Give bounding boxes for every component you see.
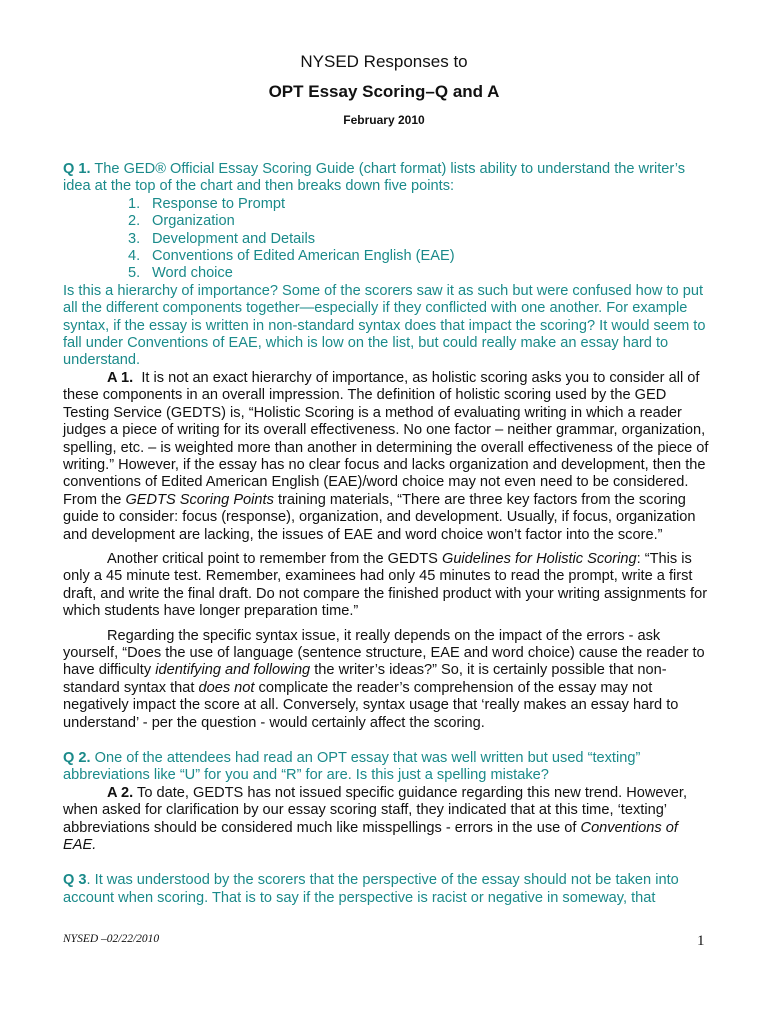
list-item-number: 4. xyxy=(128,248,141,265)
a2-label: A 2. xyxy=(107,784,134,801)
a1-label: A 1. xyxy=(107,369,134,386)
a2-italic: Conventions of EAE. xyxy=(63,819,678,854)
a1-p2-text-b: : “This is only a 45 minute test. Remember, examinees had only 45 minutes to read the prompt, write a first draft, and write the final draft. Do not compare the finished product with your writing assignments for which students have longer preparation time.” xyxy=(63,550,708,620)
a1-p3-italic-2: does not xyxy=(198,679,255,696)
q3-question xyxy=(63,872,713,907)
header-line-1: NYSED Responses to xyxy=(300,52,468,71)
list-item xyxy=(128,213,713,230)
footer-date: NYSED –02/22/2010 xyxy=(63,933,160,945)
list-item-text: Response to Prompt xyxy=(152,195,286,212)
a1-p1-text-b: training materials, “There are three key factors from the scoring guide to consider: focus (response), organization, and development. Usually, if focus, organization and development are lacking, the issues of EAE and word choice won’t factor into the score.” xyxy=(63,491,696,543)
a1-p1-text-a: It is not an exact hierarchy of importance, as holistic scoring asks you to consider all of these components in an overall impression. The definition of holistic scoring used by the GED Testing Service (GEDTS) is, “Holistic Scoring is a method of evaluating writing in which a reader judges a piece of writing for its overall effectiveness. No one factor – neither grammar, organization, spelling, etc. – is weighted more than another in determining the overall effectiveness of the piece of writing.” However, if the essay has no clear focus and lacks organization and development, then the conventions of Edited American English (EAE)/word choice may not even need to be considered. From the xyxy=(63,369,709,508)
list-item-number: 1. xyxy=(128,195,141,212)
list-item xyxy=(128,248,713,265)
a1-p2-italic: Guidelines for Holistic Scoring xyxy=(441,550,637,567)
list-item-number: 5. xyxy=(128,265,141,282)
a1-paragraph-2 xyxy=(63,551,713,621)
a1-paragraph-1 xyxy=(63,370,713,544)
q3-text: . It was understood by the scorers that the perspective of the essay should not be taken into account when scoring. That is to say if the perspective is racist or negative in someway, that xyxy=(63,872,679,906)
a1-p3-italic-1: identifying and following xyxy=(155,662,311,679)
a1-p3-text-a: Regarding the specific syntax issue, it really depends on the impact of the errors - ask yourself, “Does the use of language (sentence structure, EAE and word choice) cause the reader to have difficulty xyxy=(63,627,705,679)
q2-label: Q 2. xyxy=(63,750,91,766)
document-date: February 2010 xyxy=(343,113,425,127)
a1-paragraph-3 xyxy=(63,628,713,732)
list-item xyxy=(128,265,713,282)
list-item xyxy=(128,231,713,248)
list-item-text: Organization xyxy=(152,213,235,230)
document-title: OPT Essay Scoring–Q and A xyxy=(268,82,500,101)
list-item-number: 3. xyxy=(128,230,141,247)
list-item-text: Conventions of Edited American English (EAE) xyxy=(152,248,455,265)
a1-p3-text-b: the writer’s ideas?” So, it is certainly possible that non-standard syntax that xyxy=(63,662,667,696)
a1-p1-italic: GEDTS Scoring Points xyxy=(125,491,274,508)
q3-label: Q 3 xyxy=(63,872,87,889)
q1-question: Is this a hierarchy of importance? Some of the scorers saw it as such but were confused how to put all the different components together—especially if they conflicted with one another. For example syntax, if the essay is written in non-standard syntax does that impact the scoring? It would seem to fall under Conventions of EAE, which is low on the list, but could really make an essay hard to understand. xyxy=(63,282,706,369)
a1-p3-text-c: complicate the reader’s comprehension of the essay may not negatively impact the score at all. Conversely, syntax usage that ‘really makes an essay hard to understand’ - per the question - would certainly affect the scoring. xyxy=(63,679,679,731)
page-number: 1 xyxy=(697,933,705,949)
list-item-text: Word choice xyxy=(152,265,233,282)
document-body xyxy=(63,161,713,907)
q2-text: One of the attendees had read an OPT essay that was well written but used “texting” abbreviations like “U” for you and “R” for are. Is this just a spelling mistake? xyxy=(63,750,641,784)
a2-text: To date, GEDTS has not issued specific guidance regarding this new trend. However, when asked for clarification by our essay scoring staff, they indicated that at this time, ‘texting’ abbreviations should be considered much like misspellings - errors in the use of xyxy=(63,784,688,836)
list-item-text: Development and Details xyxy=(152,230,316,247)
q2-question xyxy=(63,750,713,785)
list-item xyxy=(128,196,713,213)
q1-intro xyxy=(63,161,713,196)
q1-label: Q 1. xyxy=(63,161,91,177)
list-item-number: 2. xyxy=(128,213,141,230)
a1-p2-text-a: Another critical point to remember from the GEDTS xyxy=(107,550,442,567)
a2-paragraph xyxy=(63,785,713,855)
q1-points-list xyxy=(63,196,713,283)
q1-intro-text: The GED® Official Essay Scoring Guide (chart format) lists ability to understand the writer’s idea at the top of the chart and then breaks down five points: xyxy=(63,161,686,195)
